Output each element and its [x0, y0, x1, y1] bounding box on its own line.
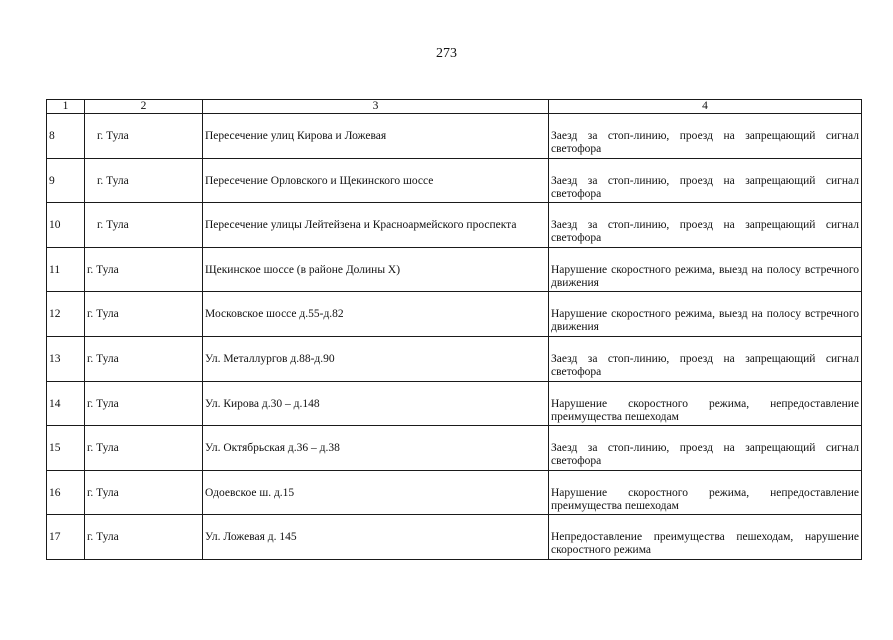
header-row: [47, 100, 862, 114]
row-number: 15: [47, 426, 85, 471]
header-col-3: 3: [203, 100, 549, 114]
row-violation: Заезд за стоп-линию, проезд на запрещающий сигнал светофора: [549, 336, 862, 381]
header-col-1: 1: [47, 100, 85, 114]
row-city: г. Тула: [85, 381, 203, 426]
row-location: Пересечение улицы Лейтейзена и Красноармейского проспекта: [203, 203, 549, 248]
table-row: [47, 426, 862, 471]
row-city: г. Тула: [85, 158, 203, 203]
row-number: 14: [47, 381, 85, 426]
table-row: [47, 292, 862, 337]
table-row: [47, 247, 862, 292]
row-violation: Заезд за стоп-линию, проезд на запрещающий сигнал светофора: [549, 203, 862, 248]
row-location: Пересечение улиц Кирова и Ложевая: [203, 114, 549, 159]
table-row: [47, 158, 862, 203]
row-violation: Непредоставление преимущества пешеходам, нарушение скоростного режима: [549, 515, 862, 560]
table-row: [47, 114, 862, 159]
row-violation: Заезд за стоп-линию, проезд на запрещающий сигнал светофора: [549, 426, 862, 471]
row-city: г. Тула: [85, 515, 203, 560]
row-city: г. Тула: [85, 203, 203, 248]
row-violation: Нарушение скоростного режима, непредоставление преимущества пешеходам: [549, 381, 862, 426]
row-city: г. Тула: [85, 470, 203, 515]
row-number: 16: [47, 470, 85, 515]
row-location: Ул. Кирова д.30 – д.148: [203, 381, 549, 426]
table-body: [47, 114, 862, 560]
table-row: [47, 336, 862, 381]
table-header: [47, 100, 862, 114]
row-violation: Нарушение скоростного режима, выезд на полосу встречного движения: [549, 292, 862, 337]
row-number: 9: [47, 158, 85, 203]
row-location: Одоевское ш. д.15: [203, 470, 549, 515]
row-number: 13: [47, 336, 85, 381]
row-violation: Заезд за стоп-линию, проезд на запрещающий сигнал светофора: [549, 158, 862, 203]
row-number: 8: [47, 114, 85, 159]
table-row: [47, 203, 862, 248]
table-row: [47, 381, 862, 426]
row-violation: Нарушение скоростного режима, выезд на полосу встречного движения: [549, 247, 862, 292]
row-number: 10: [47, 203, 85, 248]
row-number: 12: [47, 292, 85, 337]
page-number: 273: [436, 46, 457, 61]
row-city: г. Тула: [85, 292, 203, 337]
row-location: Ул. Металлургов д.88-д.90: [203, 336, 549, 381]
row-location: Ул. Октябрьская д.36 – д.38: [203, 426, 549, 471]
row-location: Ул. Ложевая д. 145: [203, 515, 549, 560]
violations-table: [46, 99, 862, 560]
header-col-2: 2: [85, 100, 203, 114]
row-violation: Заезд за стоп-линию, проезд на запрещающий сигнал светофора: [549, 114, 862, 159]
row-city: г. Тула: [85, 114, 203, 159]
header-col-4: 4: [549, 100, 862, 114]
row-number: 11: [47, 247, 85, 292]
row-location: Пересечение Орловского и Щекинского шоссе: [203, 158, 549, 203]
table-row: [47, 470, 862, 515]
row-city: г. Тула: [85, 336, 203, 381]
table-row: [47, 515, 862, 560]
row-location: Щекинское шоссе (в районе Долины Х): [203, 247, 549, 292]
row-city: г. Тула: [85, 426, 203, 471]
row-city: г. Тула: [85, 247, 203, 292]
row-location: Московское шоссе д.55-д.82: [203, 292, 549, 337]
row-violation: Нарушение скоростного режима, непредоставление преимущества пешеходам: [549, 470, 862, 515]
row-number: 17: [47, 515, 85, 560]
